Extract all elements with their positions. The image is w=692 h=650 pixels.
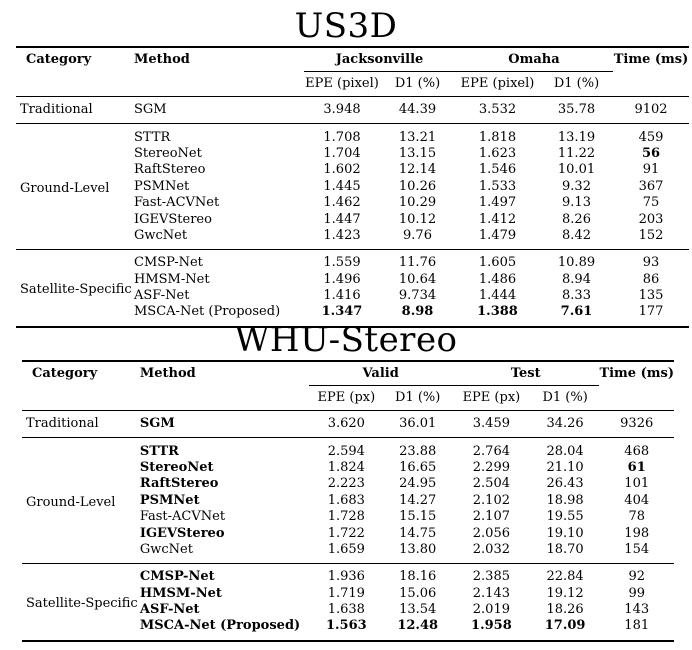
value-cell: 1.388 xyxy=(477,304,518,320)
value-cell: 10.26 xyxy=(398,178,437,194)
time-header: Time (ms) xyxy=(613,47,689,97)
value-cell: 10.01 xyxy=(557,162,596,178)
value-cell: 2.143 xyxy=(472,585,510,601)
category-cell: Satellite-Specific xyxy=(16,250,134,327)
value-cell: 8.98 xyxy=(401,304,434,320)
value-cell: 13.21 xyxy=(380,124,455,146)
method-cell: STTR xyxy=(134,124,304,146)
value-cell: 8.26 xyxy=(562,211,591,227)
value-cell: 1.486 xyxy=(478,271,517,287)
method-cell: HMSM-Net xyxy=(139,585,222,601)
method-cell: IGEVStereo xyxy=(139,525,225,541)
value-cell: 2.107 xyxy=(472,509,510,525)
value-cell: 28.04 xyxy=(531,438,600,460)
group2-header: Omaha xyxy=(455,47,613,72)
value-cell: 135 xyxy=(638,288,664,304)
method-cell: CMSP-Net xyxy=(134,250,304,272)
value-cell: 1.722 xyxy=(327,525,365,541)
value-cell: 1.445 xyxy=(323,178,361,194)
value-cell: 12.48 xyxy=(397,618,439,634)
table-row xyxy=(16,124,689,146)
us3d-table xyxy=(16,46,689,328)
value-cell: 15.06 xyxy=(399,585,437,601)
value-cell: 13.54 xyxy=(399,602,437,618)
category-cell: Traditional xyxy=(22,411,140,438)
value-cell: 9.76 xyxy=(403,227,432,243)
value-cell: 1.533 xyxy=(478,178,517,194)
value-cell: 12.14 xyxy=(398,162,437,178)
value-cell: 23.88 xyxy=(383,438,452,460)
value-cell: 8.94 xyxy=(562,271,591,287)
value-cell: 1.412 xyxy=(478,211,517,227)
value-cell: 44.39 xyxy=(380,97,455,124)
table-row xyxy=(22,564,674,586)
value-cell: 203 xyxy=(638,211,664,227)
value-cell: 11.22 xyxy=(557,145,596,161)
value-cell: 1.416 xyxy=(323,288,361,304)
value-cell: 19.55 xyxy=(546,509,584,525)
value-cell: 91 xyxy=(642,162,660,178)
sub-header: D1 (%) xyxy=(531,386,600,411)
value-cell: 404 xyxy=(624,492,650,508)
value-cell: 86 xyxy=(642,271,660,287)
table-title: US3D xyxy=(294,6,398,46)
method-cell: SGM xyxy=(134,97,304,124)
method-cell: GwcNet xyxy=(134,227,188,243)
value-cell: 152 xyxy=(638,227,664,243)
category-header: Category xyxy=(22,361,140,411)
value-cell: 10.29 xyxy=(398,195,437,211)
header-row xyxy=(22,361,674,386)
value-cell: 56 xyxy=(641,145,661,161)
value-cell: 1.563 xyxy=(325,618,367,634)
value-cell: 14.27 xyxy=(399,492,437,508)
method-cell: GwcNet xyxy=(139,541,193,557)
value-cell: 19.10 xyxy=(546,525,584,541)
method-cell: ASF-Net xyxy=(139,602,200,618)
method-cell: RaftStereo xyxy=(134,162,206,178)
value-cell: 21.10 xyxy=(546,459,584,475)
method-cell: StereoNet xyxy=(139,459,214,475)
value-cell: 9102 xyxy=(613,97,689,124)
value-cell: 3.459 xyxy=(452,411,531,438)
value-cell: 93 xyxy=(613,250,689,272)
value-cell: 1.444 xyxy=(478,288,517,304)
method-cell: CMSP-Net xyxy=(140,564,309,586)
value-cell: 16.65 xyxy=(399,459,437,475)
group1-header: Jacksonville xyxy=(304,47,455,72)
value-cell: 1.683 xyxy=(327,492,365,508)
table-row xyxy=(16,97,689,124)
whu-stereo-table xyxy=(22,360,674,642)
method-cell: MSCA-Net (Proposed) xyxy=(134,304,281,320)
value-cell: 2.056 xyxy=(472,525,510,541)
value-cell: 1.659 xyxy=(327,541,365,557)
value-cell: 1.347 xyxy=(321,304,363,320)
value-cell: 11.76 xyxy=(380,250,455,272)
value-cell: 2.102 xyxy=(472,492,510,508)
method-header: Method xyxy=(134,47,304,97)
method-cell: Fast-ACVNet xyxy=(134,195,220,211)
method-header: Method xyxy=(140,361,309,411)
value-cell: 22.84 xyxy=(531,564,600,586)
value-cell: 18.16 xyxy=(383,564,452,586)
value-cell: 9.13 xyxy=(562,195,591,211)
value-cell: 13.80 xyxy=(399,541,437,557)
value-cell: 2.594 xyxy=(309,438,383,460)
value-cell: 19.12 xyxy=(546,585,584,601)
value-cell: 1.638 xyxy=(327,602,365,618)
value-cell: 2.019 xyxy=(472,602,510,618)
value-cell: 75 xyxy=(642,195,660,211)
method-cell: RaftStereo xyxy=(139,476,219,492)
value-cell: 1.496 xyxy=(323,271,361,287)
value-cell: 61 xyxy=(627,459,646,475)
value-cell: 92 xyxy=(599,564,674,586)
method-cell: SGM xyxy=(140,411,309,438)
value-cell: 7.61 xyxy=(560,304,593,320)
group1-header: Valid xyxy=(309,361,452,386)
method-cell: MSCA-Net (Proposed) xyxy=(139,618,301,634)
value-cell: 99 xyxy=(628,585,645,601)
sub-header: EPE (px) xyxy=(309,386,383,411)
value-cell: 18.98 xyxy=(546,492,584,508)
value-cell: 1.719 xyxy=(327,585,365,601)
value-cell: 2.032 xyxy=(472,541,510,557)
sub-header: D1 (%) xyxy=(383,386,452,411)
value-cell: 13.19 xyxy=(540,124,613,146)
value-cell: 154 xyxy=(624,541,650,557)
value-cell: 1.447 xyxy=(323,211,361,227)
value-cell: 468 xyxy=(599,438,674,460)
sub-header: EPE (pixel) xyxy=(304,72,380,97)
value-cell: 1.602 xyxy=(323,162,361,178)
category-header: Category xyxy=(16,47,134,97)
value-cell: 1.818 xyxy=(455,124,540,146)
value-cell: 36.01 xyxy=(383,411,452,438)
value-cell: 1.958 xyxy=(471,618,512,634)
value-cell: 78 xyxy=(628,509,645,525)
value-cell: 1.605 xyxy=(455,250,540,272)
value-cell: 1.824 xyxy=(327,459,365,475)
value-cell: 1.704 xyxy=(323,145,361,161)
value-cell: 1.546 xyxy=(478,162,517,178)
value-cell: 8.33 xyxy=(562,288,591,304)
value-cell: 18.26 xyxy=(546,602,584,618)
value-cell: 3.948 xyxy=(304,97,380,124)
value-cell: 35.78 xyxy=(540,97,613,124)
value-cell: 2.504 xyxy=(472,476,510,492)
value-cell: 367 xyxy=(638,178,664,194)
whu-stereo-section xyxy=(0,320,692,642)
method-cell: Fast-ACVNet xyxy=(139,509,226,525)
table-row xyxy=(22,438,674,460)
value-cell: 3.532 xyxy=(455,97,540,124)
sub-header: D1 (%) xyxy=(380,72,455,97)
value-cell: 1.479 xyxy=(478,227,517,243)
table-row xyxy=(16,250,689,272)
table-title: WHU-Stereo xyxy=(234,320,458,360)
value-cell: 143 xyxy=(624,602,650,618)
header-row xyxy=(16,47,689,72)
value-cell: 1.623 xyxy=(478,145,517,161)
method-cell: HMSM-Net xyxy=(134,271,210,287)
group2-header: Test xyxy=(452,361,599,386)
value-cell: 15.15 xyxy=(399,509,437,525)
method-cell: PSMNet xyxy=(139,492,200,508)
value-cell: 1.423 xyxy=(323,227,361,243)
value-cell: 1.462 xyxy=(323,195,361,211)
value-cell: 177 xyxy=(638,304,664,320)
value-cell: 1.559 xyxy=(304,250,380,272)
method-cell: StereoNet xyxy=(134,145,202,161)
value-cell: 2.223 xyxy=(327,476,365,492)
value-cell: 3.620 xyxy=(309,411,383,438)
value-cell: 2.764 xyxy=(452,438,531,460)
value-cell: 9326 xyxy=(599,411,674,438)
value-cell: 34.26 xyxy=(531,411,600,438)
category-cell: Traditional xyxy=(16,97,134,124)
category-cell: Satellite-Specific xyxy=(22,564,140,641)
category-cell: Ground-Level xyxy=(16,124,134,250)
value-cell: 14.75 xyxy=(399,525,437,541)
value-cell: 24.95 xyxy=(399,476,437,492)
method-cell: PSMNet xyxy=(134,178,190,194)
value-cell: 17.09 xyxy=(544,618,586,634)
method-cell: IGEVStereo xyxy=(134,211,212,227)
value-cell: 9.734 xyxy=(398,288,437,304)
value-cell: 26.43 xyxy=(546,476,584,492)
sub-header: EPE (pixel) xyxy=(455,72,540,97)
value-cell: 198 xyxy=(624,525,650,541)
value-cell: 10.89 xyxy=(540,250,613,272)
value-cell: 2.299 xyxy=(472,459,510,475)
value-cell: 8.42 xyxy=(562,227,591,243)
value-cell: 1.497 xyxy=(478,195,517,211)
method-cell: ASF-Net xyxy=(134,288,190,304)
table-row xyxy=(22,411,674,438)
value-cell: 10.12 xyxy=(398,211,437,227)
value-cell: 101 xyxy=(624,476,650,492)
value-cell: 1.936 xyxy=(309,564,383,586)
value-cell: 9.32 xyxy=(562,178,591,194)
sub-header: D1 (%) xyxy=(540,72,613,97)
value-cell: 181 xyxy=(624,618,650,634)
value-cell: 2.385 xyxy=(452,564,531,586)
value-cell: 10.64 xyxy=(398,271,437,287)
category-cell: Ground-Level xyxy=(22,438,140,564)
method-cell: STTR xyxy=(140,438,309,460)
value-cell: 1.708 xyxy=(304,124,380,146)
value-cell: 18.70 xyxy=(546,541,584,557)
time-header: Time (ms) xyxy=(599,361,674,411)
value-cell: 1.728 xyxy=(327,509,365,525)
value-cell: 13.15 xyxy=(398,145,437,161)
us3d-section xyxy=(0,6,692,328)
value-cell: 459 xyxy=(613,124,689,146)
sub-header: EPE (px) xyxy=(452,386,531,411)
